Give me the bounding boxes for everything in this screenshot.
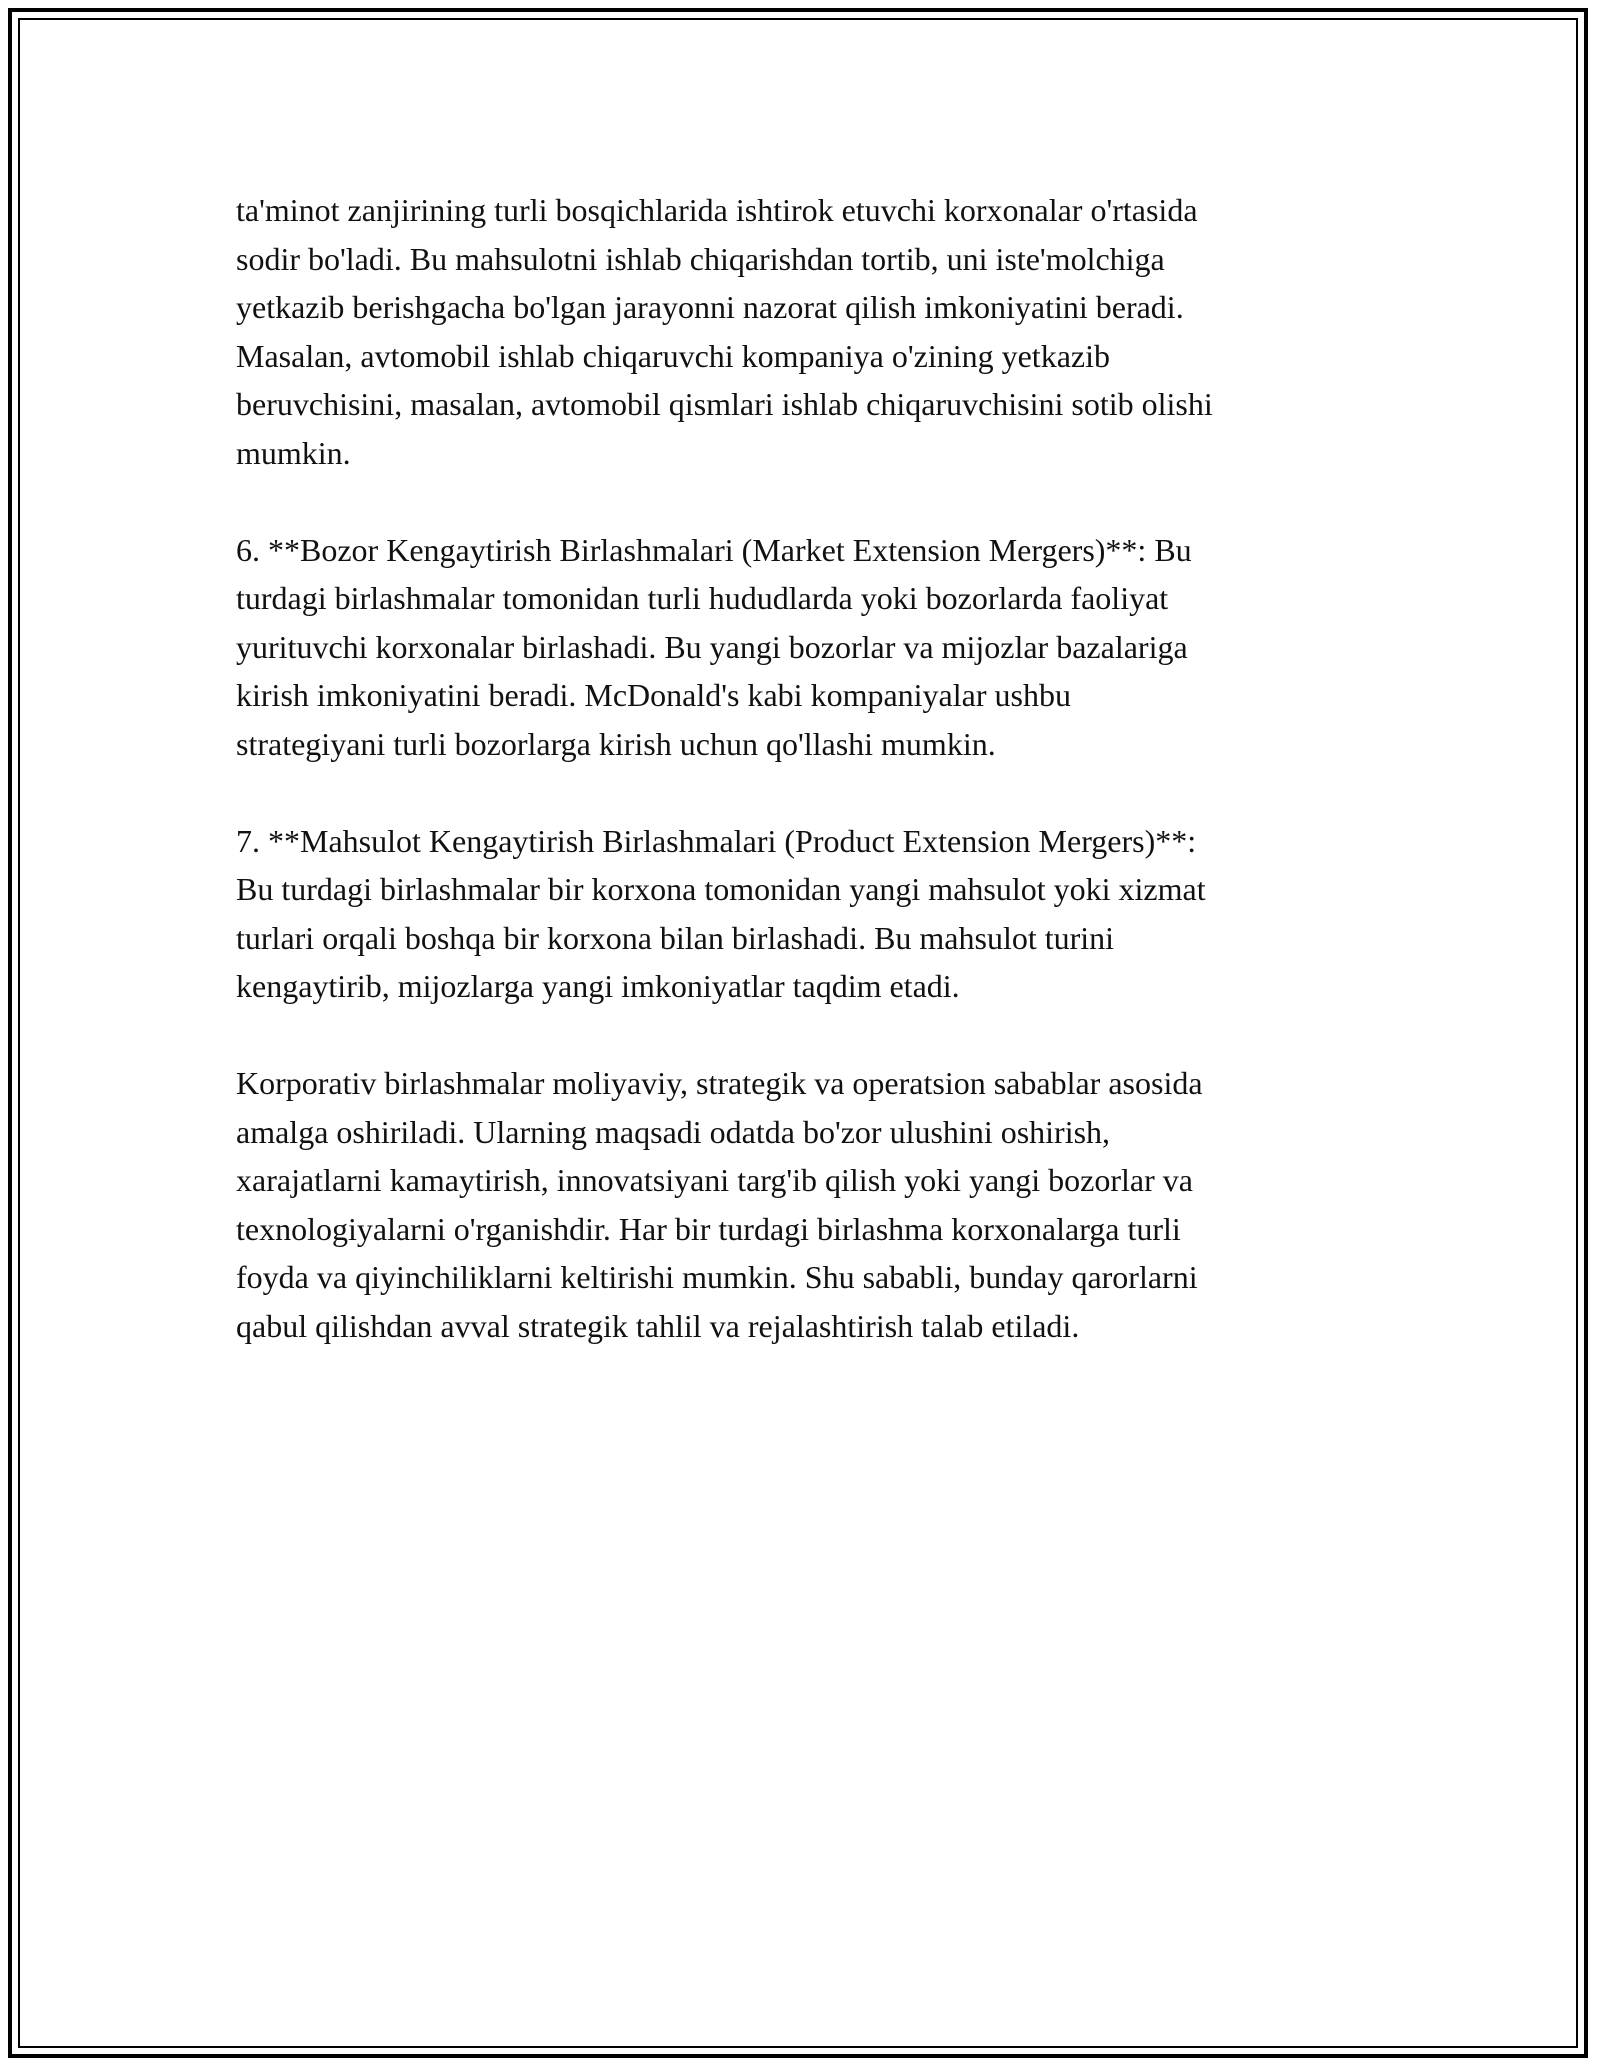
text-line: turlari orqali boshqa bir korxona bilan birlashadi. Bu mahsulot turini (236, 919, 1115, 956)
text-line: strategiyani turli bozorlarga kirish uchun qo'llashi mumkin. (236, 725, 996, 762)
text-line: 6. **Bozor Kengaytirish Birlashmalari (Market Extension Mergers)**: Bu (236, 531, 1192, 568)
text-line: beruvchisini, masalan, avtomobil qismlari ishlab chiqaruvchisini sotib olishi (236, 386, 1213, 422)
text-line: texnologiyalarni o'rganishdir. Har bir turdagi birlashma korxonalarga turli (236, 1210, 1181, 1247)
text-line: kengaytirib, mijozlarga yangi imkoniyatlar taqdim etadi. (236, 968, 960, 1004)
paragraph-conclusion (236, 1059, 1366, 1350)
text-line: Masalan, avtomobil ishlab chiqaruvchi kompaniya o'zining yetkazib (236, 337, 1110, 374)
document-body (236, 186, 1366, 1399)
text-line: Bu turdagi birlashmalar bir korxona tomonidan yangi mahsulot yoki xizmat (236, 871, 1206, 907)
text-line: sodir bo'ladi. Bu mahsulotni ishlab chiqarishdan tortib, uni iste'molchiga (236, 240, 1165, 277)
paragraph-market-extension (236, 526, 1366, 769)
paragraph-supply-chain (236, 186, 1366, 477)
paragraph-product-extension (236, 817, 1366, 1011)
text-line: mumkin. (236, 434, 351, 471)
text-line: Korporativ birlashmalar moliyaviy, strategik va operatsion sabablar asosida (236, 1065, 1203, 1101)
text-line: ta'minot zanjirining turli bosqichlarida ishtirok etuvchi korxonalar o'rtasida (236, 192, 1198, 228)
text-line: turdagi birlashmalar tomonidan turli hududlarda yoki bozorlarda faoliyat (236, 580, 1169, 616)
text-line: qabul qilishdan avval strategik tahlil va rejalashtirish talab etiladi. (236, 1307, 1080, 1344)
text-line: yetkazib berishgacha bo'lgan jarayonni nazorat qilish imkoniyatini beradi. (236, 289, 1184, 325)
text-line: amalga oshiriladi. Ularning maqsadi odatda bo'zor ulushini oshirish, (236, 1113, 1111, 1150)
text-line: yurituvchi korxonalar birlashadi. Bu yangi bozorlar va mijozlar bazalariga (236, 628, 1188, 665)
text-line: kirish imkoniyatini beradi. McDonald's kabi kompaniyalar ushbu (236, 677, 1071, 713)
text-line: 7. **Mahsulot Kengaytirish Birlashmalari (Product Extension Mergers)**: (236, 822, 1197, 859)
text-line: foyda va qiyinchiliklarni keltirishi mumkin. Shu sababli, bunday qarorlarni (236, 1259, 1198, 1295)
text-line: xarajatlarni kamaytirish, innovatsiyani targ'ib qilish yoki yangi bozorlar va (236, 1162, 1193, 1198)
